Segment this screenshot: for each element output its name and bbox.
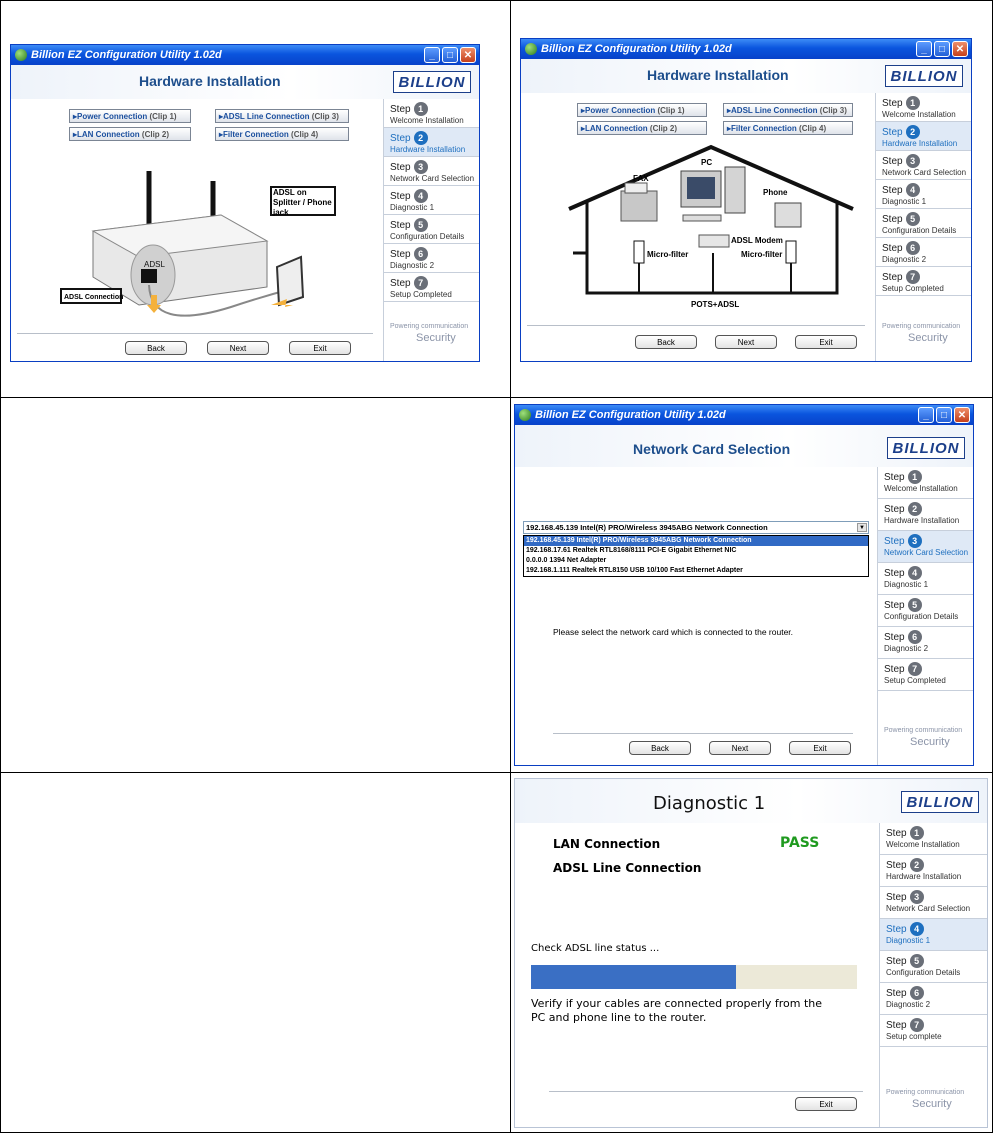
- security-tagline: Powering communication: [882, 323, 961, 331]
- step-2: [876, 122, 971, 151]
- step-word: Step: [882, 126, 903, 138]
- grid-line: [0, 397, 993, 398]
- billion-logo: BILLION: [901, 791, 979, 813]
- step-label: Hardware Installation: [882, 139, 958, 148]
- step-word: Step: [886, 1019, 907, 1031]
- pc-label: PC: [701, 158, 713, 167]
- phone-label: Phone: [763, 188, 788, 197]
- filter-connection-clip-button[interactable]: ▸ Filter Connection (Clip 4): [723, 121, 853, 135]
- fax-label: FAX: [633, 174, 649, 183]
- step-number-icon: 3: [908, 534, 922, 548]
- exit-button[interactable]: Exit: [789, 741, 851, 755]
- billion-logo: BILLION: [393, 71, 471, 93]
- adsl-connection-illustration: [31, 157, 371, 317]
- adsl-line-connection-clip-button[interactable]: ▸ ADSL Line Connection (Clip 3): [723, 103, 853, 117]
- page-title: Hardware Installation: [647, 67, 789, 83]
- adsl-modem-label: ADSL Modem: [731, 236, 783, 245]
- step-word: Step: [886, 987, 907, 999]
- step-word: Step: [886, 923, 907, 935]
- dropdown-option[interactable]: 192.168.17.61 Realtek RTL8168/8111 PCI-E Gigabit Ethernet NIC: [526, 547, 737, 554]
- next-button[interactable]: Next: [709, 741, 771, 755]
- step-2: [384, 128, 479, 157]
- step-label: Network Card Selection: [882, 168, 967, 177]
- page-title: Hardware Installation: [139, 73, 281, 89]
- step-word: Step: [390, 103, 411, 115]
- step-word: Step: [882, 184, 903, 196]
- step-number-icon: 4: [414, 189, 428, 203]
- exit-button[interactable]: Exit: [289, 341, 351, 355]
- step-label: Diagnostic 2: [884, 644, 929, 653]
- step-word: Step: [390, 161, 411, 173]
- micro-filter-right-label: Micro-filter: [741, 250, 783, 259]
- step-5: [880, 951, 987, 983]
- step-label: Network Card Selection: [390, 174, 475, 183]
- back-button[interactable]: Back: [125, 341, 187, 355]
- grid-line: [510, 0, 511, 1133]
- micro-filter-left-label: Micro-filter: [647, 250, 689, 259]
- network-card-dropdown-list: [523, 535, 869, 577]
- back-button[interactable]: Back: [629, 741, 691, 755]
- exit-button[interactable]: Exit: [795, 335, 857, 349]
- steps-sidebar: [879, 823, 987, 1127]
- power-connection-clip-button[interactable]: ▸ Power Connection (Clip 1): [69, 109, 191, 123]
- step-word: Step: [390, 132, 411, 144]
- title-bar: [11, 45, 479, 65]
- step-label: Diagnostic 2: [886, 1000, 931, 1009]
- adsl-connection-callout-text: ADSL Connection: [64, 294, 124, 301]
- step-label: Hardware Installation: [886, 872, 962, 881]
- step-7: [384, 273, 479, 302]
- close-button[interactable]: ✕: [954, 407, 970, 423]
- header: [521, 59, 971, 93]
- network-card-select[interactable]: [523, 521, 869, 534]
- step-1: [880, 823, 987, 855]
- page-title: Diagnostic 1: [653, 793, 766, 814]
- step-4: [384, 186, 479, 215]
- step-number-icon: 7: [414, 276, 428, 290]
- step-number-icon: 6: [906, 241, 920, 255]
- lan-status-badge: PASS: [780, 835, 820, 851]
- step-2: [880, 855, 987, 887]
- step-word: Step: [886, 955, 907, 967]
- step-word: Step: [884, 631, 905, 643]
- step-3: [876, 151, 971, 180]
- verify-text-line: Verify if your cables are connected properly from the: [531, 997, 823, 1010]
- pots-adsl-label: POTS+ADSL: [691, 300, 740, 309]
- step-number-icon: 4: [910, 922, 924, 936]
- minimize-button[interactable]: _: [918, 407, 934, 423]
- page-title: Network Card Selection: [633, 441, 791, 457]
- window-title: Billion EZ Configuration Utility 1.02d: [541, 43, 732, 55]
- step-word: Step: [882, 271, 903, 283]
- security-brand: Security: [416, 331, 456, 344]
- header: [11, 65, 479, 99]
- close-button[interactable]: ✕: [460, 47, 476, 63]
- step-1: [878, 467, 973, 499]
- step-word: Step: [882, 97, 903, 109]
- step-label: Setup complete: [886, 1032, 942, 1041]
- step-label: Setup Completed: [390, 290, 452, 299]
- step-5: [384, 215, 479, 244]
- step-label: Configuration Details: [390, 232, 465, 241]
- step-word: Step: [882, 213, 903, 225]
- minimize-button[interactable]: _: [424, 47, 440, 63]
- step-label: Configuration Details: [886, 968, 961, 977]
- step-label: Diagnostic 2: [882, 255, 927, 264]
- step-number-icon: 2: [414, 131, 428, 145]
- app-icon: [525, 43, 537, 55]
- filter-connection-clip-button[interactable]: ▸ Filter Connection (Clip 4): [215, 127, 349, 141]
- adsl-port-label: ADSL: [144, 260, 165, 269]
- billion-logo: BILLION: [885, 65, 963, 87]
- step-label: Hardware Installation: [884, 516, 960, 525]
- progress-fill: [531, 965, 736, 989]
- lan-connection-clip-button[interactable]: ▸ LAN Connection (Clip 2): [69, 127, 191, 141]
- step-5: [876, 209, 971, 238]
- steps-sidebar: [383, 99, 479, 361]
- step-number-icon: 5: [908, 598, 922, 612]
- step-label: Diagnostic 2: [390, 261, 435, 270]
- step-label: Welcome Installation: [884, 484, 958, 493]
- adsl-line-connection-clip-button[interactable]: ▸ ADSL Line Connection (Clip 3): [215, 109, 349, 123]
- steps-sidebar: [877, 467, 973, 765]
- step-word: Step: [390, 248, 411, 260]
- step-word: Step: [884, 567, 905, 579]
- step-word: Step: [886, 827, 907, 839]
- window-network-card-selection: [514, 404, 974, 766]
- step-3: [880, 887, 987, 919]
- grid-line: [0, 772, 993, 773]
- step-word: Step: [390, 190, 411, 202]
- lan-connection-label: LAN Connection: [553, 837, 661, 851]
- step-4: [880, 919, 987, 951]
- step-label: Network Card Selection: [886, 904, 971, 913]
- step-number-icon: 6: [910, 986, 924, 1000]
- header: [515, 779, 987, 823]
- security-tagline: Powering communication: [884, 727, 963, 735]
- app-icon: [519, 409, 531, 421]
- step-label: Welcome Installation: [882, 110, 956, 119]
- step-word: Step: [390, 219, 411, 231]
- step-6: [878, 627, 973, 659]
- dropdown-option[interactable]: 0.0.0.0 1394 Net Adapter: [526, 557, 607, 564]
- grid-line: [0, 0, 993, 1]
- close-button[interactable]: ✕: [952, 41, 968, 57]
- security-brand: Security: [912, 1097, 952, 1110]
- step-6: [876, 238, 971, 267]
- step-number-icon: 3: [414, 160, 428, 174]
- step-4: [876, 180, 971, 209]
- step-number-icon: 7: [906, 270, 920, 284]
- step-label: Configuration Details: [882, 226, 957, 235]
- step-word: Step: [882, 155, 903, 167]
- step-number-icon: 7: [908, 662, 922, 676]
- verify-text: [531, 997, 822, 1025]
- divider: [549, 1091, 863, 1092]
- step-label: Diagnostic 1: [390, 203, 435, 212]
- powering-security-logo: [882, 323, 960, 345]
- step-number-icon: 3: [910, 890, 924, 904]
- home-network-diagram: [563, 143, 861, 313]
- step-number-icon: 1: [414, 102, 428, 116]
- step-label: Configuration Details: [884, 612, 959, 621]
- security-brand: Security: [908, 331, 948, 344]
- window-hardware-installation-1: [10, 44, 480, 362]
- step-number-icon: 3: [906, 154, 920, 168]
- step-number-icon: 7: [910, 1018, 924, 1032]
- step-number-icon: 4: [908, 566, 922, 580]
- step-word: Step: [886, 859, 907, 871]
- next-button[interactable]: Next: [715, 335, 777, 349]
- step-6: [384, 244, 479, 273]
- divider: [553, 733, 853, 734]
- window-title: Billion EZ Configuration Utility 1.02d: [31, 49, 222, 61]
- header: [515, 425, 973, 467]
- lan-connection-clip-button[interactable]: ▸ LAN Connection (Clip 2): [577, 121, 707, 135]
- divider: [527, 325, 865, 326]
- window-title: Billion EZ Configuration Utility 1.02d: [535, 409, 726, 421]
- step-number-icon: 1: [910, 826, 924, 840]
- security-tagline: Powering communication: [886, 1089, 965, 1097]
- step-2: [878, 499, 973, 531]
- step-1: [384, 99, 479, 128]
- app-icon: [15, 49, 27, 61]
- step-label: Diagnostic 1: [882, 197, 927, 206]
- step-word: Step: [390, 277, 411, 289]
- step-7: [878, 659, 973, 691]
- step-1: [876, 93, 971, 122]
- step-label: Diagnostic 1: [886, 936, 931, 945]
- dropdown-option[interactable]: 192.168.45.139 Intel(R) PRO/Wireless 3945ABG Network Connection: [524, 536, 868, 546]
- adsl-line-connection-label: ADSL Line Connection: [553, 861, 702, 875]
- step-word: Step: [884, 503, 905, 515]
- step-label: Welcome Installation: [886, 840, 960, 849]
- step-word: Step: [884, 599, 905, 611]
- security-brand: Security: [910, 735, 950, 748]
- window-hardware-installation-2: [520, 38, 972, 362]
- step-6: [880, 983, 987, 1015]
- step-3: [384, 157, 479, 186]
- chevron-down-icon[interactable]: ▼: [857, 523, 867, 532]
- step-3: [878, 531, 973, 563]
- powering-security-logo: [884, 727, 962, 749]
- maximize-button[interactable]: □: [442, 47, 458, 63]
- step-label: Hardware Installation: [390, 145, 466, 154]
- check-status-text: Check ADSL line status ...: [531, 943, 660, 954]
- step-number-icon: 2: [908, 502, 922, 516]
- step-label: Setup Completed: [882, 284, 944, 293]
- step-number-icon: 2: [910, 858, 924, 872]
- step-word: Step: [882, 242, 903, 254]
- maximize-button[interactable]: □: [936, 407, 952, 423]
- step-number-icon: 1: [906, 96, 920, 110]
- grid-line: [0, 0, 1, 1133]
- step-number-icon: 2: [906, 125, 920, 139]
- steps-sidebar: [875, 93, 971, 361]
- next-button[interactable]: Next: [207, 341, 269, 355]
- minimize-button[interactable]: _: [916, 41, 932, 57]
- step-label: Network Card Selection: [884, 548, 969, 557]
- title-bar: [515, 405, 973, 425]
- powering-security-logo: [886, 1089, 964, 1111]
- maximize-button[interactable]: □: [934, 41, 950, 57]
- window-diagnostic-1: [514, 778, 988, 1128]
- step-word: Step: [884, 535, 905, 547]
- step-word: Step: [886, 891, 907, 903]
- power-connection-clip-button[interactable]: ▸ Power Connection (Clip 1): [577, 103, 707, 117]
- step-number-icon: 5: [414, 218, 428, 232]
- step-number-icon: 4: [906, 183, 920, 197]
- billion-logo: BILLION: [887, 437, 965, 459]
- step-word: Step: [884, 663, 905, 675]
- splitter-callout-text: ADSL on Splitter / Phone jack: [273, 188, 332, 216]
- back-button[interactable]: Back: [635, 335, 697, 349]
- powering-security-logo: [390, 323, 468, 345]
- dropdown-option[interactable]: 192.168.1.111 Realtek RTL8150 USB 10/100 Fast Ethernet Adapter: [526, 567, 743, 574]
- step-number-icon: 5: [910, 954, 924, 968]
- exit-button[interactable]: Exit: [795, 1097, 857, 1111]
- verify-text-line: PC and phone line to the router.: [531, 1011, 707, 1024]
- divider: [17, 333, 373, 334]
- instruction-text: Please select the network card which is connected to the router.: [553, 627, 794, 637]
- title-bar: [521, 39, 971, 59]
- step-7: [876, 267, 971, 296]
- step-number-icon: 5: [906, 212, 920, 226]
- select-value: 192.168.45.139 Intel(R) PRO/Wireless 3945ABG Network Connection: [526, 523, 768, 532]
- step-4: [878, 563, 973, 595]
- step-label: Diagnostic 1: [884, 580, 929, 589]
- step-number-icon: 6: [414, 247, 428, 261]
- step-7: [880, 1015, 987, 1047]
- step-number-icon: 6: [908, 630, 922, 644]
- step-5: [878, 595, 973, 627]
- progress-bar: [531, 965, 857, 989]
- step-label: Setup Completed: [884, 676, 946, 685]
- step-number-icon: 1: [908, 470, 922, 484]
- step-word: Step: [884, 471, 905, 483]
- step-label: Welcome Installation: [390, 116, 464, 125]
- security-tagline: Powering communication: [390, 323, 469, 331]
